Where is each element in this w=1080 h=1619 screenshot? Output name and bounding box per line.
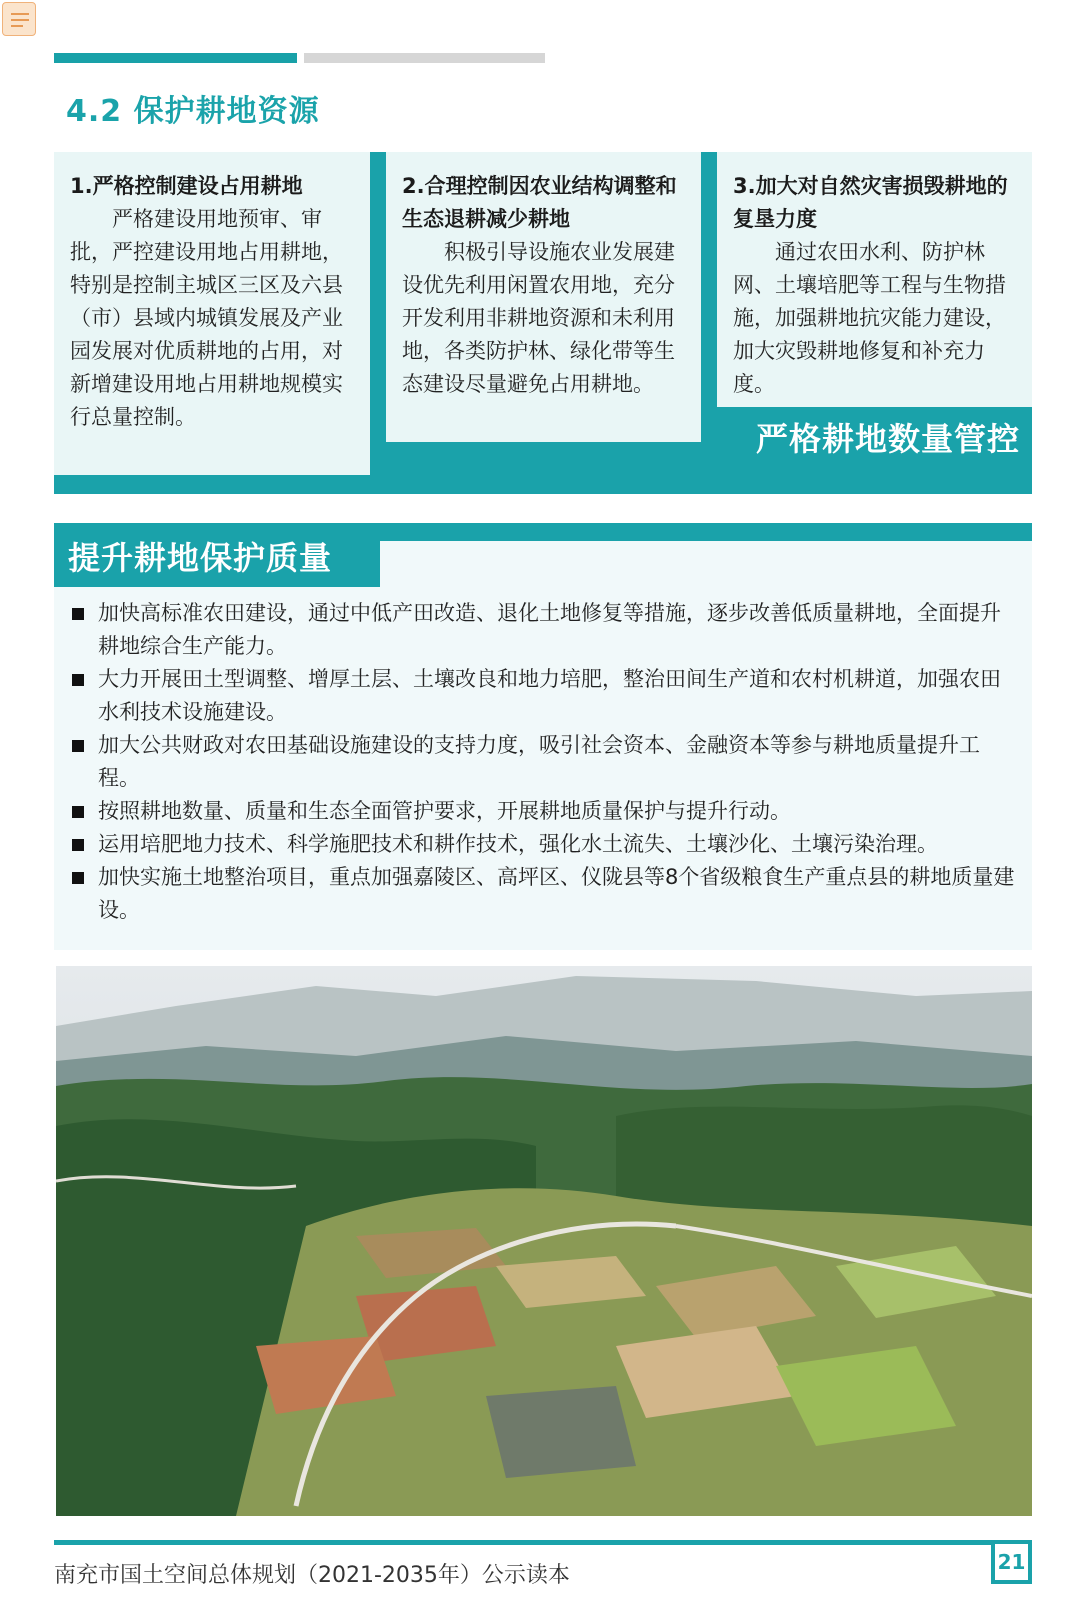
list-item: 大力开展田土型调整、增厚土层、土壤改良和地力培肥，整治田间生产道和农村机耕道，加强农田水利技术设施建设。 xyxy=(70,663,1020,729)
quality-list xyxy=(70,597,1020,927)
list-item: 加快高标准农田建设，通过中低产田改造、退化土地修复等措施，逐步改善低质量耕地，全面提升耕地综合生产能力。 xyxy=(70,597,1020,663)
card-disaster-reclamation xyxy=(717,152,1032,407)
card-structure-adjustment xyxy=(386,152,701,442)
card-construction-control xyxy=(54,152,370,475)
page-number: 21 xyxy=(991,1540,1032,1584)
quantity-control-label: 严格耕地数量管控 xyxy=(755,420,1020,458)
list-item: 按照耕地数量、质量和生态全面管护要求，开展耕地质量保护与提升行动。 xyxy=(70,795,1020,828)
card-body: 严格建设用地预审、审批，严控建设用地占用耕地，特别是控制主城区三区及六县（市）县域内城镇发展及产业园发展对优质耕地的占用，对新增建设用地占用耕地规模实行总量控制。 xyxy=(70,207,343,429)
list-item: 运用培肥地力技术、科学施肥技术和耕作技术，强化水土流失、土壤沙化、土壤污染治理。 xyxy=(70,828,1020,861)
footer-line xyxy=(54,1540,1032,1545)
header-gray-bar xyxy=(304,53,545,63)
card-body: 积极引导设施农业发展建设优先利用闲置农用地，充分开发利用非耕地资源和未利用地，各类防护林、绿化带等生态建设尽量避免占用耕地。 xyxy=(402,240,675,396)
card-body: 通过农田水利、防护林网、土壤培肥等工程与生物措施，加强耕地抗灾能力建设，加大灾毁耕地修复和补充力度。 xyxy=(733,240,1006,396)
quality-title: 提升耕地保护质量 xyxy=(68,539,333,577)
list-item: 加快实施土地整治项目，重点加强嘉陵区、高坪区、仪陇县等8个省级粮食生产重点县的耕地质量建设。 xyxy=(70,861,1020,927)
footer-title: 南充市国土空间总体规划（2021-2035年）公示读本 xyxy=(54,1563,570,1588)
header-accent-bar xyxy=(54,53,297,63)
card-title: 2.合理控制因农业结构调整和生态退耕减少耕地 xyxy=(402,174,677,231)
card-title: 1.严格控制建设占用耕地 xyxy=(70,174,303,198)
farmland-aerial-photo xyxy=(56,966,1032,1516)
section-title: 4.2 保护耕地资源 xyxy=(66,94,320,129)
list-item: 加大公共财政对农田基础设施建设的支持力度，吸引社会资本、金融资本等参与耕地质量提升工程。 xyxy=(70,729,1020,795)
card-title: 3.加大对自然灾害损毁耕地的复垦力度 xyxy=(733,174,1008,231)
note-icon[interactable] xyxy=(2,2,36,36)
